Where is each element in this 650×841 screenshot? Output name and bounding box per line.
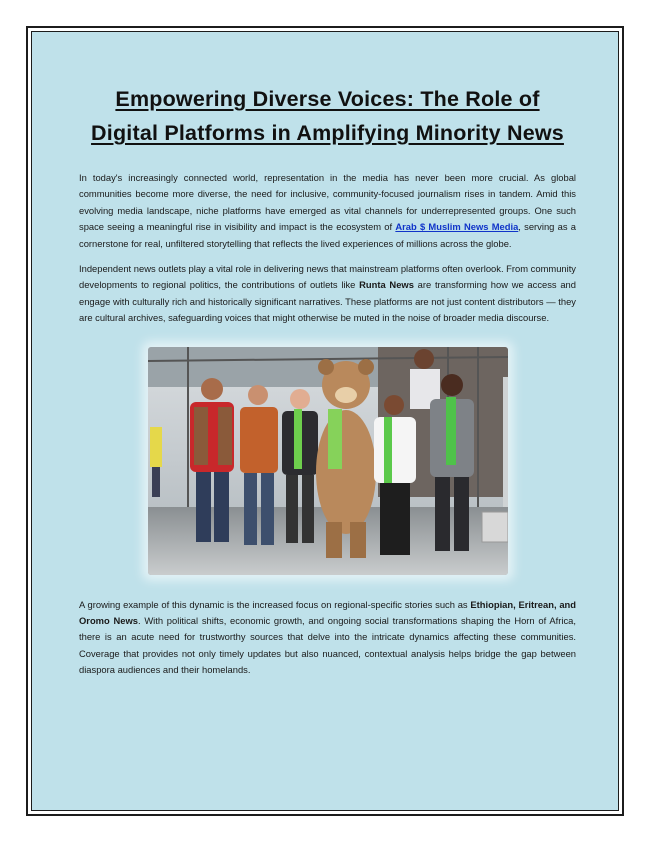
paragraph-independent-outlets-text-start: Independent news outlets play a vital role in delivering news that mainstream platforms often overlook. From community developments to regional politics, the contributions of outlets like [79, 263, 576, 291]
paragraph-intro-text-start: In today's increasingly connected world, representation in the media has never been more crucial. As global communities become more diverse, the need for inclusive, community-focused journalism rises in tandem. Amid this evolving media landscape, niche platforms have emerged as vital channels for underrepresented groups. One such space seeing a meaningful rise in visibility and impact is the ecosystem of [79, 172, 576, 233]
paragraph-intro-text-end: , serving as a cornerstone for real, unfiltered storytelling that reflects the lived experiences of millions across the globe. [79, 221, 576, 249]
paragraph-independent-outlets [79, 261, 576, 327]
paragraph-regional-stories-text-end: . With political shifts, economic growth, and ongoing social transformations shaping the Horn of Africa, there is an acute need for trustworthy sources that delve into the intricate dynamics affecting these communities. Coverage that provides not only timely updates but also nuanced, contextual analysis helps bridge the gap between diaspora audiences and their homelands. [79, 615, 576, 676]
runta-news-bold: Runta News [359, 279, 414, 291]
page-frame-inner [31, 31, 619, 811]
event-photo [148, 347, 508, 575]
event-photo-illustration [148, 347, 508, 575]
ethiopian-eritrean-oromo-news-bold: Ethiopian, Eritrean, and Oromo News [79, 598, 577, 627]
paragraph-intro [79, 170, 576, 252]
article-content [79, 82, 576, 679]
article-title: Empowering Diverse Voices: The Role of Digital Platforms in Amplifying Minority News [91, 87, 564, 145]
paragraph-regional-stories-text-start: A growing example of this dynamic is the increased focus on regional-specific stories such as [79, 598, 471, 610]
paragraph-regional-stories [79, 597, 576, 679]
arab-muslim-news-media-link[interactable]: Arab $ Muslim News Media [395, 221, 519, 233]
page-frame-outer [26, 26, 624, 816]
paragraph-independent-outlets-text-end: are transforming how we access and engage with culturally rich and historically significant narratives. These platforms are not just content distributors — they are cultural archives, safeguarding voices that might otherwise be muted in the noise of broader media discourse. [79, 279, 576, 324]
